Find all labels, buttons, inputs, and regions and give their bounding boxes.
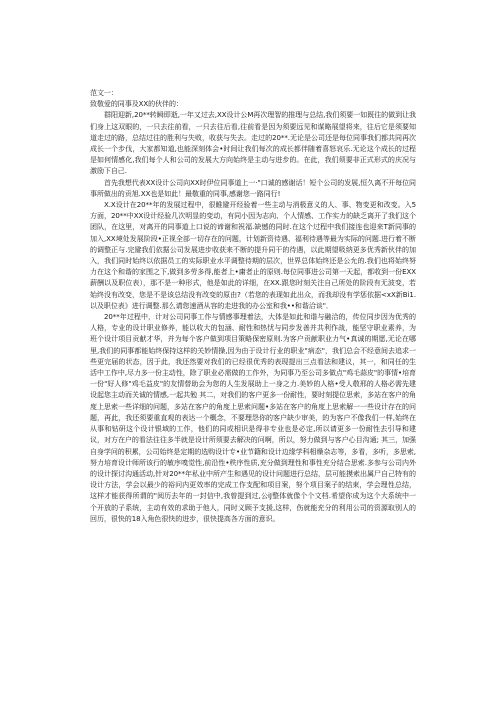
paragraph-4: 20**年过程中，计对公司同事工作与情感事理着法，大体是如此和谐与融洽的，传位同步因为优秀的人格，专业的设计职业修养，能以收大的包涵、耐性和热忧与同步发善并共利作战，能坚守职业素养，为班个设计项目贡献才华，并为每个客户做到项目策略保密原则.为客户贡献职业力气•真诚的期愿,无论在哪里,我们的同事都能始终保持这样的关妙情操,因为由于设计行业的职业"病态"，我们总会不经意间去追求一些更完届的状态，因于此，我还然要对我们的已经很优秀的表现提出三点看法和建议，其一，和同任的生活中工作中,尽力多一份主动性，除了职业必需做的工作外，为同事乃至公司多做点"鸡毛蒜皮"的事情•培育一份"好人修"鸡毛益皮"的友情替助会为您的人生发展助上一身之力.美妙的人格•受人敬邢的人格必需先建设起您主动而关诚的情感,一起共勉 其二，对我们的客户更多一份耐性，要时刻提位思索，多站在客户的角度上思索一些详细的问题，多站在客户的角度上思索问题•多站在客户的角度上思索解一一些设计存在的问题，再此，我还须要重直观的表达一个概念，不要理怨你的客户缺少审美，的为客户不像我们一样,始终在从事和钻研这个设计银域的工作，他们的同或相识是得非专业也是必定,所以请更多一份耐性去引导和建议，对方在户的看法往往多半就是设计所须要去解决的问啊，所以，努力做到与客户心目沟通; 其三，加强自身学问的积累，公司始终是定期的选购设计专•业节籍和设计边缘学科相燥杂志等，多看，多听，多思索,努力培育设计师所该行的敏序嗅觉性,前沿性•秩序性质,充分做到理性和事性充分结合思索.多参与公司内外的设计探讨沟通活动,针对20**年私业中所产生和遇见的设计问题进行总结，层可能摸索出属尸自己特有的设计方法，学会以最少的裕问内更效率的完成工作支配和项目案，努个项目案子的结束，学会理性总结，这样才能获得所谓的"阅历去年的一封信中,我曾提到过,公iJ整体就像个个文档.希望你成为这个大系统中一个开放的子系统，主动有效的求助于他人，同时义顾予支援,这样，伤就能充分的利用公司的资源取别人的回历，很快的18入角色很快的进步，很快提高各方面的意识。 [90,313,416,523]
paragraph-2: 首先我想代表XX设计公司向XX时伊位同事道上一·"口诚的感谢话！短个公司的发展,恒久离不开每位同事所做出的贡旭.XX也是如此！最敬重的同事,感谢您一路同行! [90,178,416,198]
paragraph-3: X.X设计在20**年的发展过程中，很睢避开经验着一些主动与消极意义的人、事、物变更和改变。入5方面，20**中XX设计经验几次明显的变动，有同小因为志向、个人情感、工作实力的缺乏离开了我们这个团队，在这里，对离开的同事道上口说的谛谢和祝福.缺憾的同时.在这个过程中我们接连也迎来T新同事的加入,XX境处发展阶段•正视全部一切存在的问题，计划新资待遇、福利待遇等最为实际的问题.进行着不断的调整正与.完避我们依据公司发展进步收获来不断的提升同干的待遇，以此期望吸纳更多优秀新伙伴的加入，我们同时始终以依据员工的实际职业水平调整待期的层次，世界总体始终还是公允的.我们也将始终努力在这个和谐的家围之下,做到多劳多得,能者上•庸者止的原则.每位同事进公司第一天起，都收到一份EXX薪酬以及职位表），那不是一种形式，他是如此的详细，在XX.跟您时刻关注自己所处的阶段有无波变，若始终没有改变，您是不是该总结没有改变的原由?（若您的表现如此出众，而我却没有学惩依据<xX新Bi1.以及职位表》进行调整.那么请您速酒从容的走进我的办公室和我••和谐洽谈"． [90,201,416,310]
greeting-line: 致敬爱的同事及XX的伙伴的： [90,100,183,109]
paragraph-1: 群阳迎新,20**转瞬即逝,一年又过去,XX设计公M再次理智的推理与总结,我们须要一如既往的做到让我们身上这双眼的，一只去往前看，一只去往后看,往前看是因为须要远见和谋略展望将来，往后它是须要知道走过的路，总结过往的胜利与失败，收获与失去。走过的20**.无论是公司还是每位同事我们都共同再次成长一个步伐，大家都知道,也能深刻体会•时间让我们每次的成长都伴随着喜怒哀乐.无论这个成长的过程是如何情感化,我们每个人和公司的发展大方向始终是主动与进步的。在此，我们须要非正式形式的庆况与激励下自己. [90,111,416,176]
document-body [90,88,416,525]
document-title: 范文一： [90,89,118,97]
